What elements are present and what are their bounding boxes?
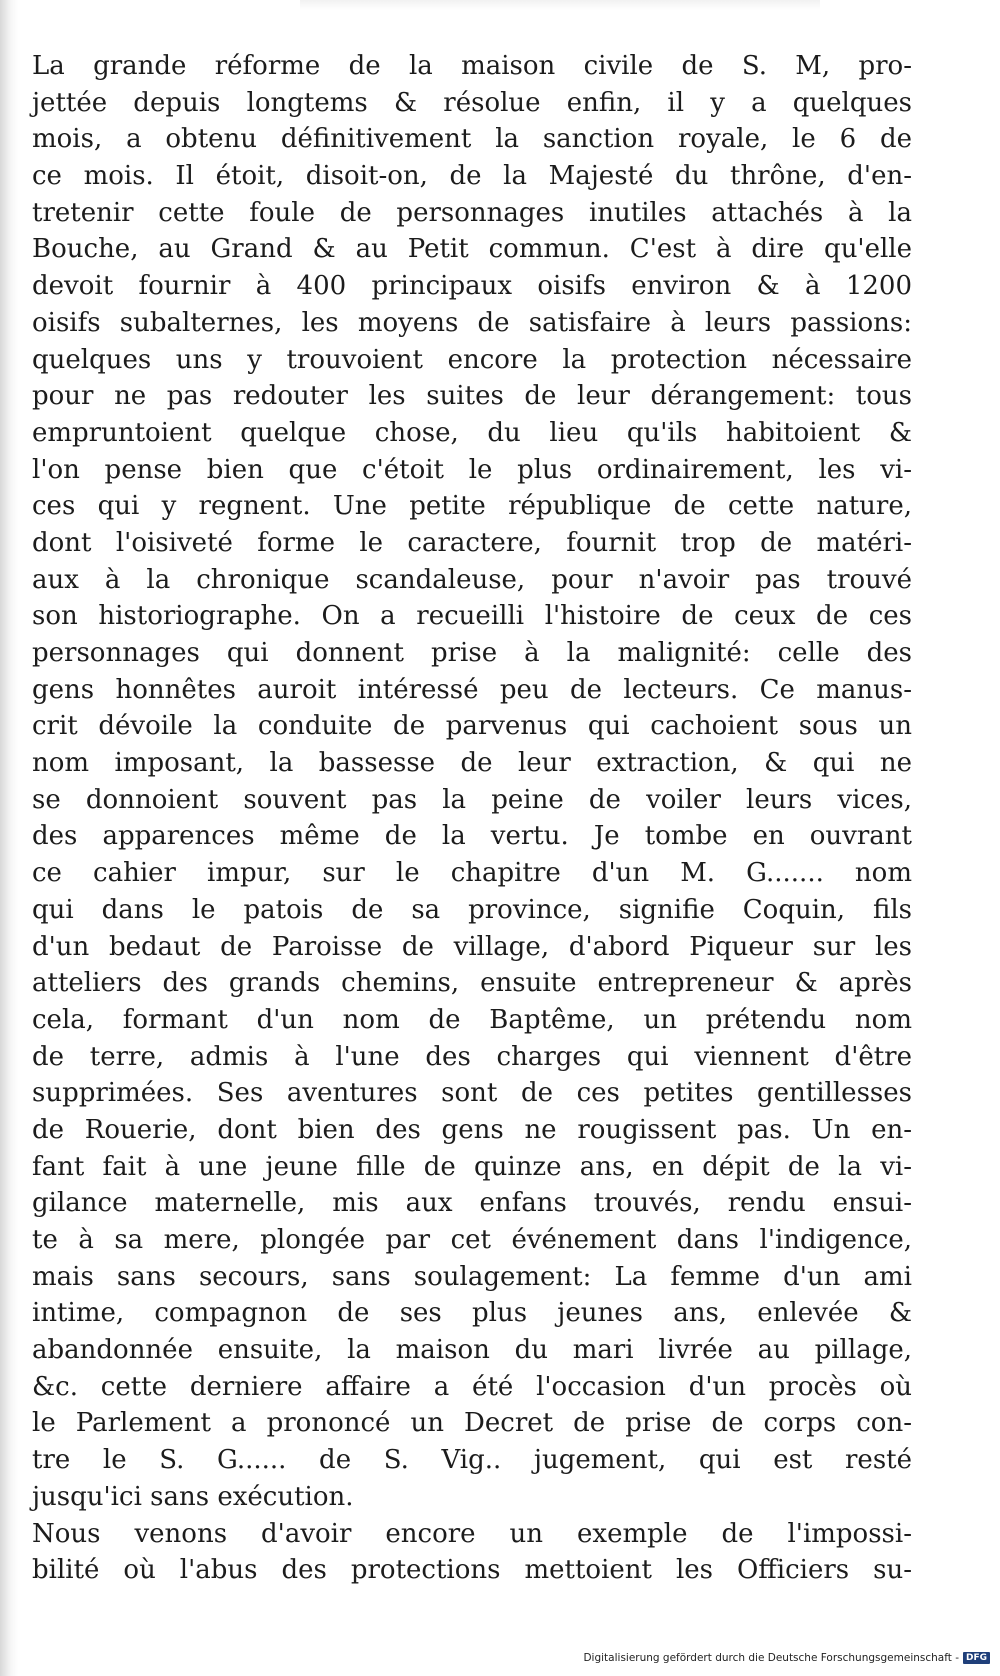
text-line-35: intime, compagnon de ses plus jeunes ans, enlevée & [32, 1298, 912, 1329]
text-line-41: Nous venons d'avoir encore un exemple de l'impossi- [32, 1518, 912, 1549]
text-line-15: aux à la chronique scandaleuse, pour n'avoir pas trouvé [32, 564, 912, 595]
text-line-23: ce cahier impur, sur le chapitre d'un M. G....... nom [32, 858, 912, 889]
text-line-37: &c. cette derniere affaire a été l'occasion d'un procès où [32, 1371, 912, 1402]
text-line-4: ce mois. Il étoit, disoit-on, de la Majesté du thrône, d'en- [32, 161, 912, 192]
body-text [32, 48, 912, 1589]
text-line-10: pour ne pas redouter les suites de leur dérangement: tous [32, 381, 912, 412]
text-line-38: le Parlement a prononcé un Decret de prise de corps con- [32, 1408, 912, 1439]
text-line-40: jusqu'ici sans exécution. [32, 1481, 354, 1512]
text-line-30: de Rouerie, dont bien des gens ne rougissent pas. Un en- [32, 1114, 912, 1145]
text-line-5: tretenir cette foule de personnages inutiles attachés à la [32, 197, 912, 228]
text-line-17: personnages qui donnent prise à la malignité: celle des [32, 638, 912, 668]
text-line-27: cela, formant d'un nom de Baptême, un prétendu nom [32, 1004, 912, 1035]
text-line-14: dont l'oisiveté forme le caractere, fournit trop de matéri- [32, 527, 912, 558]
text-line-26: atteliers des grands chemins, ensuite entrepreneur & après [32, 968, 912, 999]
digitization-footer [583, 1648, 990, 1668]
text-line-1: La grande réforme de la maison civile de S. M, pro- [32, 51, 912, 81]
text-line-21: se donnoient souvent pas la peine de voiler leurs vices, [32, 784, 912, 815]
text-line-33: te à sa mere, plongée par cet événement dans l'indigence, [32, 1225, 912, 1255]
text-line-11: empruntoient quelque chose, du lieu qu'ils habitoient & [32, 417, 912, 448]
text-line-18: gens honnêtes auroit intéressé peu de lecteurs. Ce manus- [32, 674, 912, 705]
text-line-20: nom imposant, la bassesse de leur extraction, & qui ne [32, 748, 912, 779]
text-line-19: crit dévoile la conduite de parvenus qui cachoient sous un [32, 711, 912, 742]
text-line-24: qui dans le patois de sa province, signifie Coquin, fils [32, 894, 912, 925]
footer-credit-text: Digitalisierung gefördert durch die Deutsche Forschungsgemeinschaft - [583, 1652, 959, 1664]
text-line-22: des apparences même de la vertu. Je tombe en ouvrant [32, 821, 912, 852]
top-bleed-through [300, 0, 820, 10]
text-line-3: mois, a obtenu définitivement la sanction royale, le 6 de [32, 124, 912, 155]
text-line-7: devoit fournir à 400 principaux oisifs environ & à 1200 [32, 271, 912, 302]
text-line-28: de terre, admis à l'une des charges qui viennent d'être [32, 1041, 912, 1072]
text-line-12: l'on pense bien que c'étoit le plus ordinairement, les vi- [32, 454, 912, 485]
text-line-39: tre le S. G...... de S. Vig.. jugement, qui est resté [32, 1445, 912, 1476]
text-line-16: son historiographe. On a recueilli l'histoire de ceux de ces [32, 601, 912, 632]
text-line-36: abandonnée ensuite, la maison du mari livrée au pillage, [32, 1335, 912, 1366]
text-line-42: bilité où l'abus des protections mettoient les Officiers su- [32, 1555, 912, 1586]
text-line-31: fant fait à une jeune fille de quinze ans, en dépit de la vi- [32, 1151, 912, 1182]
text-line-29: supprimées. Ses aventures sont de ces petites gentillesses [32, 1078, 912, 1109]
text-line-2: jettée depuis longtems & résolue enfin, il y a quelques [32, 87, 912, 118]
scan-edge-shadow [0, 0, 18, 1676]
text-line-32: gilance maternelle, mis aux enfans trouvés, rendu ensui- [32, 1188, 912, 1219]
text-line-25: d'un bedaut de Paroisse de village, d'abord Piqueur sur les [32, 931, 912, 962]
text-line-34: mais sans secours, sans soulagement: La femme d'un ami [32, 1261, 912, 1292]
dfg-logo-icon: DFG [963, 1652, 990, 1664]
text-line-9: quelques uns y trouvoient encore la protection nécessaire [32, 344, 912, 375]
text-line-13: ces qui y regnent. Une petite république de cette nature, [32, 491, 912, 522]
text-line-6: Bouche, au Grand & au Petit commun. C'est à dire qu'elle [32, 234, 912, 265]
text-line-8: oisifs subalternes, les moyens de satisfaire à leurs passions: [32, 307, 912, 338]
